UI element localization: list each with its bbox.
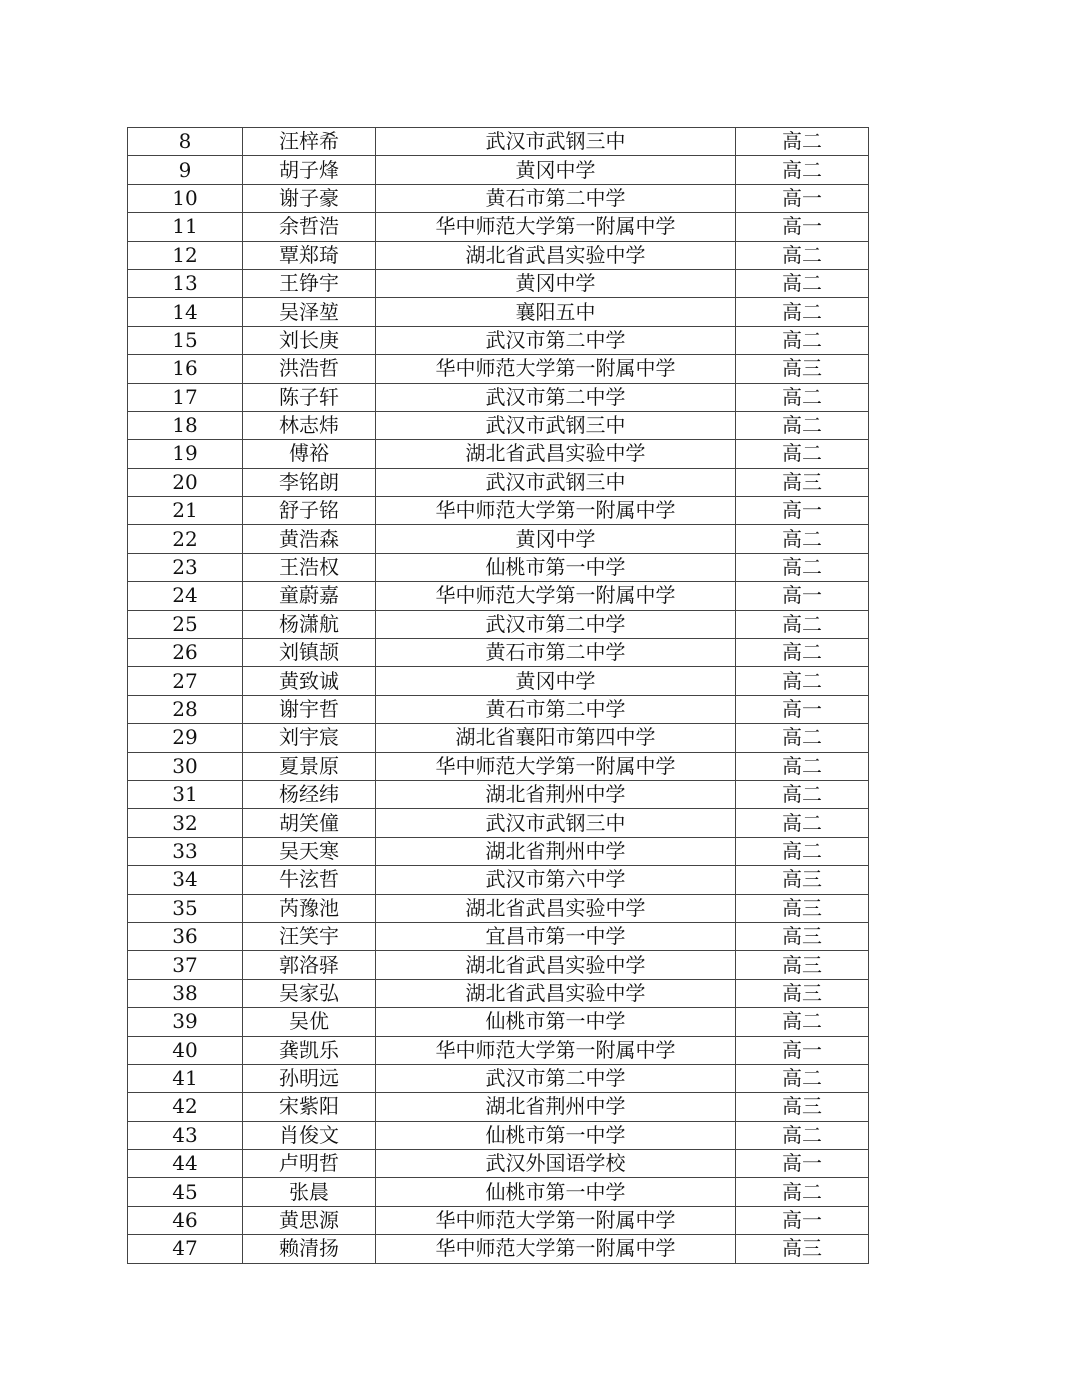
table-row: [128, 639, 869, 667]
cell-student-name: 汪梓希: [243, 128, 376, 156]
cell-school: 武汉市第二中学: [376, 326, 736, 354]
table-row: [128, 695, 869, 723]
cell-number: 28: [128, 695, 243, 723]
cell-student-name: 吴优: [243, 1008, 376, 1036]
table-row: [128, 468, 869, 496]
cell-number: 44: [128, 1150, 243, 1178]
cell-number: 30: [128, 752, 243, 780]
cell-number: 32: [128, 809, 243, 837]
cell-grade: 高二: [736, 383, 869, 411]
cell-grade: 高三: [736, 922, 869, 950]
table-row: [128, 1178, 869, 1206]
cell-grade: 高三: [736, 866, 869, 894]
cell-number: 34: [128, 866, 243, 894]
cell-number: 11: [128, 213, 243, 241]
cell-student-name: 黄浩森: [243, 525, 376, 553]
cell-school: 宜昌市第一中学: [376, 922, 736, 950]
cell-number: 39: [128, 1008, 243, 1036]
cell-school: 襄阳五中: [376, 298, 736, 326]
table-row: [128, 298, 869, 326]
cell-school: 仙桃市第一中学: [376, 1178, 736, 1206]
cell-number: 47: [128, 1235, 243, 1263]
cell-student-name: 李铭朗: [243, 468, 376, 496]
cell-school: 黄石市第二中学: [376, 184, 736, 212]
cell-grade: 高一: [736, 213, 869, 241]
cell-number: 8: [128, 128, 243, 156]
cell-student-name: 郭洛驿: [243, 951, 376, 979]
cell-number: 16: [128, 355, 243, 383]
cell-grade: 高三: [736, 979, 869, 1007]
cell-student-name: 黄致诚: [243, 667, 376, 695]
cell-grade: 高二: [736, 780, 869, 808]
cell-school: 武汉外国语学校: [376, 1150, 736, 1178]
cell-grade: 高一: [736, 1036, 869, 1064]
cell-school: 黄冈中学: [376, 525, 736, 553]
cell-number: 9: [128, 156, 243, 184]
cell-student-name: 王浩权: [243, 553, 376, 581]
table-row: [128, 752, 869, 780]
cell-school: 湖北省襄阳市第四中学: [376, 724, 736, 752]
cell-grade: 高三: [736, 468, 869, 496]
cell-student-name: 汪笑宇: [243, 922, 376, 950]
table-row: [128, 553, 869, 581]
cell-school: 华中师范大学第一附属中学: [376, 1235, 736, 1263]
cell-student-name: 余哲浩: [243, 213, 376, 241]
cell-student-name: 洪浩哲: [243, 355, 376, 383]
cell-grade: 高一: [736, 695, 869, 723]
cell-grade: 高二: [736, 553, 869, 581]
cell-student-name: 牛泫哲: [243, 866, 376, 894]
cell-school: 武汉市第六中学: [376, 866, 736, 894]
table-row: [128, 1093, 869, 1121]
cell-student-name: 谢子豪: [243, 184, 376, 212]
cell-school: 武汉市第二中学: [376, 383, 736, 411]
cell-school: 湖北省武昌实验中学: [376, 951, 736, 979]
cell-student-name: 陈子轩: [243, 383, 376, 411]
cell-grade: 高二: [736, 610, 869, 638]
cell-school: 华中师范大学第一附属中学: [376, 752, 736, 780]
cell-number: 40: [128, 1036, 243, 1064]
table-row: [128, 1036, 869, 1064]
cell-grade: 高二: [736, 241, 869, 269]
cell-number: 20: [128, 468, 243, 496]
table-row: [128, 326, 869, 354]
table-row: [128, 951, 869, 979]
table-row: [128, 724, 869, 752]
cell-grade: 高二: [736, 128, 869, 156]
cell-student-name: 芮豫池: [243, 894, 376, 922]
cell-number: 22: [128, 525, 243, 553]
cell-number: 27: [128, 667, 243, 695]
cell-student-name: 胡笑僮: [243, 809, 376, 837]
cell-number: 46: [128, 1206, 243, 1234]
cell-school: 湖北省武昌实验中学: [376, 894, 736, 922]
cell-school: 黄石市第二中学: [376, 639, 736, 667]
cell-grade: 高二: [736, 1178, 869, 1206]
cell-student-name: 吴天寒: [243, 837, 376, 865]
table-row: [128, 213, 869, 241]
cell-student-name: 孙明远: [243, 1064, 376, 1092]
cell-grade: 高二: [736, 269, 869, 297]
cell-number: 10: [128, 184, 243, 212]
cell-number: 14: [128, 298, 243, 326]
cell-grade: 高二: [736, 1008, 869, 1036]
cell-school: 湖北省武昌实验中学: [376, 241, 736, 269]
cell-grade: 高二: [736, 1064, 869, 1092]
cell-number: 45: [128, 1178, 243, 1206]
cell-school: 湖北省武昌实验中学: [376, 440, 736, 468]
cell-number: 26: [128, 639, 243, 667]
table-row: [128, 610, 869, 638]
cell-number: 13: [128, 269, 243, 297]
cell-grade: 高二: [736, 156, 869, 184]
table-row: [128, 780, 869, 808]
cell-grade: 高二: [736, 724, 869, 752]
cell-student-name: 胡子烽: [243, 156, 376, 184]
table-row: [128, 837, 869, 865]
cell-school: 武汉市武钢三中: [376, 809, 736, 837]
cell-school: 武汉市武钢三中: [376, 468, 736, 496]
cell-school: 湖北省荆州中学: [376, 837, 736, 865]
cell-student-name: 覃郑琦: [243, 241, 376, 269]
table-row: [128, 128, 869, 156]
cell-number: 33: [128, 837, 243, 865]
table-row: [128, 894, 869, 922]
roster-table: [127, 127, 869, 1264]
cell-number: 35: [128, 894, 243, 922]
cell-number: 41: [128, 1064, 243, 1092]
table-row: [128, 383, 869, 411]
cell-grade: 高二: [736, 440, 869, 468]
cell-grade: 高二: [736, 837, 869, 865]
cell-grade: 高一: [736, 1206, 869, 1234]
table-row: [128, 525, 869, 553]
cell-number: 18: [128, 411, 243, 439]
cell-grade: 高二: [736, 326, 869, 354]
cell-student-name: 傅裕: [243, 440, 376, 468]
cell-number: 24: [128, 582, 243, 610]
table-row: [128, 667, 869, 695]
cell-student-name: 黄思源: [243, 1206, 376, 1234]
cell-number: 21: [128, 497, 243, 525]
cell-student-name: 宋紫阳: [243, 1093, 376, 1121]
cell-school: 黄冈中学: [376, 156, 736, 184]
cell-student-name: 刘长庚: [243, 326, 376, 354]
cell-school: 华中师范大学第一附属中学: [376, 213, 736, 241]
cell-student-name: 童蔚嘉: [243, 582, 376, 610]
cell-school: 湖北省荆州中学: [376, 1093, 736, 1121]
cell-grade: 高二: [736, 752, 869, 780]
cell-number: 19: [128, 440, 243, 468]
cell-student-name: 刘宇宸: [243, 724, 376, 752]
cell-grade: 高二: [736, 1121, 869, 1149]
table-row: [128, 582, 869, 610]
cell-student-name: 王铮宇: [243, 269, 376, 297]
cell-number: 23: [128, 553, 243, 581]
cell-number: 15: [128, 326, 243, 354]
table-row: [128, 1206, 869, 1234]
cell-number: 25: [128, 610, 243, 638]
cell-student-name: 肖俊文: [243, 1121, 376, 1149]
cell-student-name: 卢明哲: [243, 1150, 376, 1178]
cell-grade: 高三: [736, 894, 869, 922]
cell-number: 29: [128, 724, 243, 752]
cell-grade: 高一: [736, 582, 869, 610]
cell-grade: 高二: [736, 298, 869, 326]
cell-number: 38: [128, 979, 243, 1007]
cell-number: 36: [128, 922, 243, 950]
cell-grade: 高一: [736, 497, 869, 525]
cell-school: 武汉市第二中学: [376, 610, 736, 638]
cell-student-name: 龚凯乐: [243, 1036, 376, 1064]
table-row: [128, 411, 869, 439]
cell-school: 武汉市第二中学: [376, 1064, 736, 1092]
cell-student-name: 谢宇哲: [243, 695, 376, 723]
cell-number: 42: [128, 1093, 243, 1121]
cell-grade: 高二: [736, 411, 869, 439]
cell-student-name: 吴家弘: [243, 979, 376, 1007]
table-row: [128, 922, 869, 950]
table-row: [128, 355, 869, 383]
cell-school: 湖北省荆州中学: [376, 780, 736, 808]
table-row: [128, 1150, 869, 1178]
cell-student-name: 吴泽堃: [243, 298, 376, 326]
cell-school: 黄冈中学: [376, 269, 736, 297]
roster-table-body: [128, 128, 869, 1264]
cell-school: 华中师范大学第一附属中学: [376, 497, 736, 525]
table-row: [128, 241, 869, 269]
cell-student-name: 杨潇航: [243, 610, 376, 638]
cell-school: 华中师范大学第一附属中学: [376, 355, 736, 383]
cell-number: 43: [128, 1121, 243, 1149]
cell-student-name: 刘镇颉: [243, 639, 376, 667]
cell-grade: 高三: [736, 355, 869, 383]
cell-grade: 高三: [736, 951, 869, 979]
table-row: [128, 809, 869, 837]
cell-student-name: 林志炜: [243, 411, 376, 439]
cell-student-name: 赖清扬: [243, 1235, 376, 1263]
cell-number: 37: [128, 951, 243, 979]
cell-number: 31: [128, 780, 243, 808]
table-row: [128, 1121, 869, 1149]
cell-school: 黄石市第二中学: [376, 695, 736, 723]
cell-student-name: 张晨: [243, 1178, 376, 1206]
cell-school: 仙桃市第一中学: [376, 553, 736, 581]
table-row: [128, 866, 869, 894]
cell-number: 12: [128, 241, 243, 269]
cell-student-name: 舒子铭: [243, 497, 376, 525]
table-row: [128, 269, 869, 297]
cell-school: 华中师范大学第一附属中学: [376, 1206, 736, 1234]
table-row: [128, 156, 869, 184]
table-row: [128, 440, 869, 468]
cell-student-name: 夏景原: [243, 752, 376, 780]
cell-number: 17: [128, 383, 243, 411]
table-row: [128, 184, 869, 212]
cell-school: 华中师范大学第一附属中学: [376, 1036, 736, 1064]
cell-grade: 高三: [736, 1093, 869, 1121]
table-row: [128, 1008, 869, 1036]
table-row: [128, 497, 869, 525]
cell-grade: 高三: [736, 1235, 869, 1263]
cell-grade: 高二: [736, 639, 869, 667]
table-row: [128, 1235, 869, 1263]
table-row: [128, 979, 869, 1007]
cell-grade: 高二: [736, 809, 869, 837]
table-row: [128, 1064, 869, 1092]
cell-school: 黄冈中学: [376, 667, 736, 695]
cell-student-name: 杨经纬: [243, 780, 376, 808]
cell-school: 武汉市武钢三中: [376, 411, 736, 439]
cell-grade: 高一: [736, 1150, 869, 1178]
cell-grade: 高二: [736, 525, 869, 553]
cell-school: 湖北省武昌实验中学: [376, 979, 736, 1007]
cell-school: 华中师范大学第一附属中学: [376, 582, 736, 610]
cell-school: 武汉市武钢三中: [376, 128, 736, 156]
cell-grade: 高一: [736, 184, 869, 212]
cell-school: 仙桃市第一中学: [376, 1008, 736, 1036]
cell-grade: 高二: [736, 667, 869, 695]
cell-school: 仙桃市第一中学: [376, 1121, 736, 1149]
